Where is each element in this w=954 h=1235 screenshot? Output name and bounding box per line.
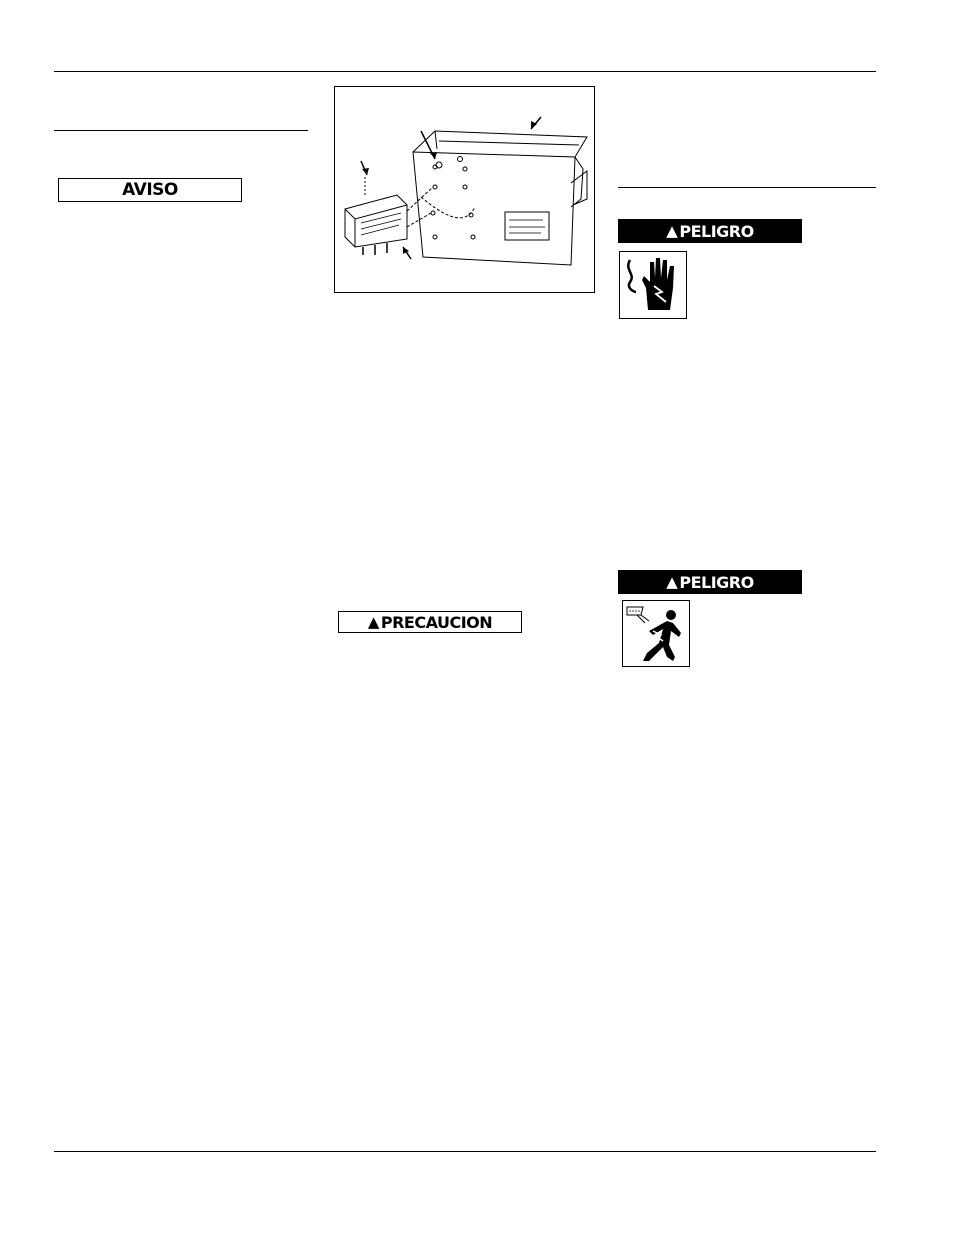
precaucion-text: PRECAUCION (380, 612, 493, 632)
hand-shock-graphic (620, 252, 685, 317)
header-rule (54, 71, 876, 72)
equipment-tank-illustration (335, 87, 594, 292)
aviso-label (58, 178, 242, 202)
left-section-rule (54, 130, 308, 131)
hand-shock-icon (619, 251, 687, 319)
peligro-label-1 (618, 219, 802, 243)
peligro-text-2: PELIGRO (679, 572, 754, 592)
equipment-figure (334, 86, 595, 293)
warning-triangle-icon: ▲ (367, 613, 379, 631)
peligro-text-1: PELIGRO (679, 221, 754, 241)
aviso-text: AVISO (122, 180, 178, 200)
right-section-rule (618, 187, 876, 188)
peligro-label-2 (618, 570, 802, 594)
footer-rule (54, 1151, 876, 1152)
warning-triangle-icon: ▲ (666, 573, 678, 591)
electrocution-graphic (623, 601, 688, 665)
electrocution-icon (622, 600, 690, 667)
precaucion-label (338, 611, 522, 633)
warning-triangle-icon: ▲ (666, 222, 678, 240)
